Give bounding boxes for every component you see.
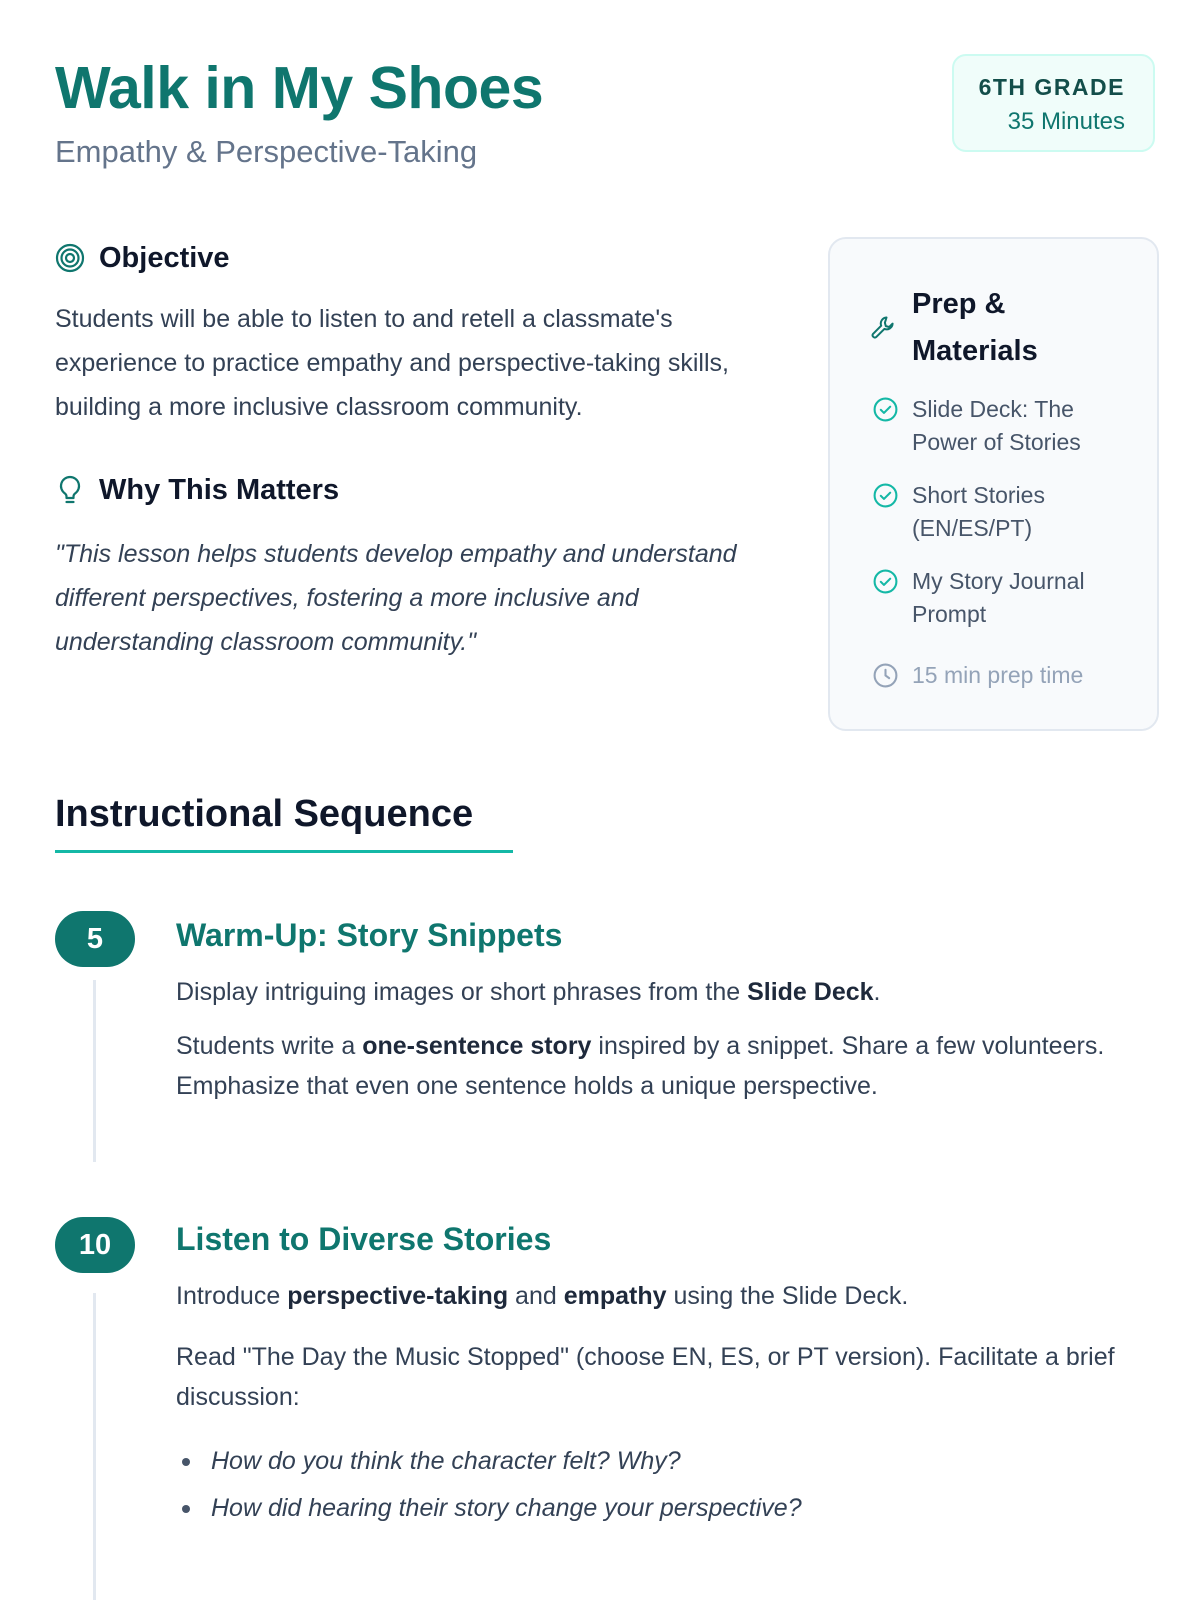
page-subtitle: Empathy & Perspective-Taking (55, 134, 478, 169)
why-heading (53, 473, 339, 507)
text-run: inspired by a snippet. Share a few volunteers. Emphasize that even one sentence holds a unique perspective. (176, 1032, 1105, 1100)
text-run: using the Slide Deck. (666, 1282, 909, 1310)
materials-list (872, 393, 1142, 651)
why-title: Why This Matters (99, 473, 340, 506)
emphasis-text: one-sentence story (362, 1032, 592, 1060)
question-text: How did hearing their story change your perspective? (211, 1494, 802, 1522)
check-circle-icon (872, 396, 899, 423)
text-run: . (873, 978, 881, 1006)
lightbulb-icon (53, 473, 87, 507)
list-item (872, 479, 1142, 545)
step-paragraph (176, 972, 1161, 1012)
prep-time (872, 659, 1083, 692)
step-title: Listen to Diverse Stories (176, 1221, 552, 1257)
objective-heading (53, 241, 230, 275)
page-title: Walk in My Shoes (55, 55, 544, 121)
material-label: Short Stories (EN/ES/PT) (912, 482, 1045, 541)
step-paragraph: Read "The Day the Music Stopped" (choose EN, ES, or PT version). Facilitate a brief discussion: (176, 1343, 1115, 1411)
step-paragraph (176, 1026, 1161, 1106)
prep-heading (868, 281, 1082, 375)
step-minutes-badge: 10 (55, 1217, 135, 1273)
prep-time-label: 15 min prep time (912, 662, 1084, 688)
text-run: Students write a (176, 1032, 363, 1060)
prep-title: Prep & Materials (912, 288, 1038, 367)
step-minutes-badge: 5 (55, 911, 135, 967)
discussion-questions (176, 1438, 1161, 1532)
step-title: Warm-Up: Story Snippets (176, 917, 563, 953)
emphasis-text: perspective-taking (287, 1282, 509, 1310)
material-label: Slide Deck: The Power of Stories (912, 396, 1081, 455)
prep-materials-card (828, 237, 1159, 731)
timeline-line (93, 1293, 96, 1600)
text-run: Introduce (176, 1282, 288, 1310)
timeline-line (93, 980, 96, 1162)
question-text: How do you think the character felt? Why? (211, 1447, 681, 1475)
bullet-icon (182, 1505, 190, 1513)
wrench-icon (868, 313, 898, 343)
step-paragraph (176, 1276, 1161, 1316)
grade-label: 6TH GRADE (978, 74, 1125, 100)
why-quote: "This lesson helps students develop empathy and understand different perspectives, fostering a more inclusive and understanding classroom community." (55, 540, 737, 656)
emphasis-text: Slide Deck (747, 978, 874, 1006)
objective-title: Objective (99, 241, 230, 274)
list-item (176, 1438, 1161, 1485)
list-item (872, 565, 1142, 631)
material-label: My Story Journal Prompt (912, 568, 1085, 627)
sequence-underline (55, 850, 513, 853)
list-item (872, 393, 1142, 459)
emphasis-text: empathy (563, 1282, 667, 1310)
list-item (176, 1485, 1161, 1532)
duration-label: 35 Minutes (1007, 108, 1125, 135)
bullet-icon (182, 1458, 190, 1466)
target-icon (53, 241, 87, 275)
check-circle-icon (872, 568, 899, 595)
grade-badge (952, 54, 1155, 152)
check-circle-icon (872, 482, 899, 509)
objective-text: Students will be able to listen to and retell a classmate's experience to practice empathy and perspective-taking skills, building a more inclusive classroom community. (55, 305, 729, 421)
sequence-title: Instructional Sequence (55, 793, 474, 835)
clock-icon (872, 662, 899, 689)
text-run: Display intriguing images or short phrases from the (176, 978, 748, 1006)
text-run: and (508, 1282, 564, 1310)
